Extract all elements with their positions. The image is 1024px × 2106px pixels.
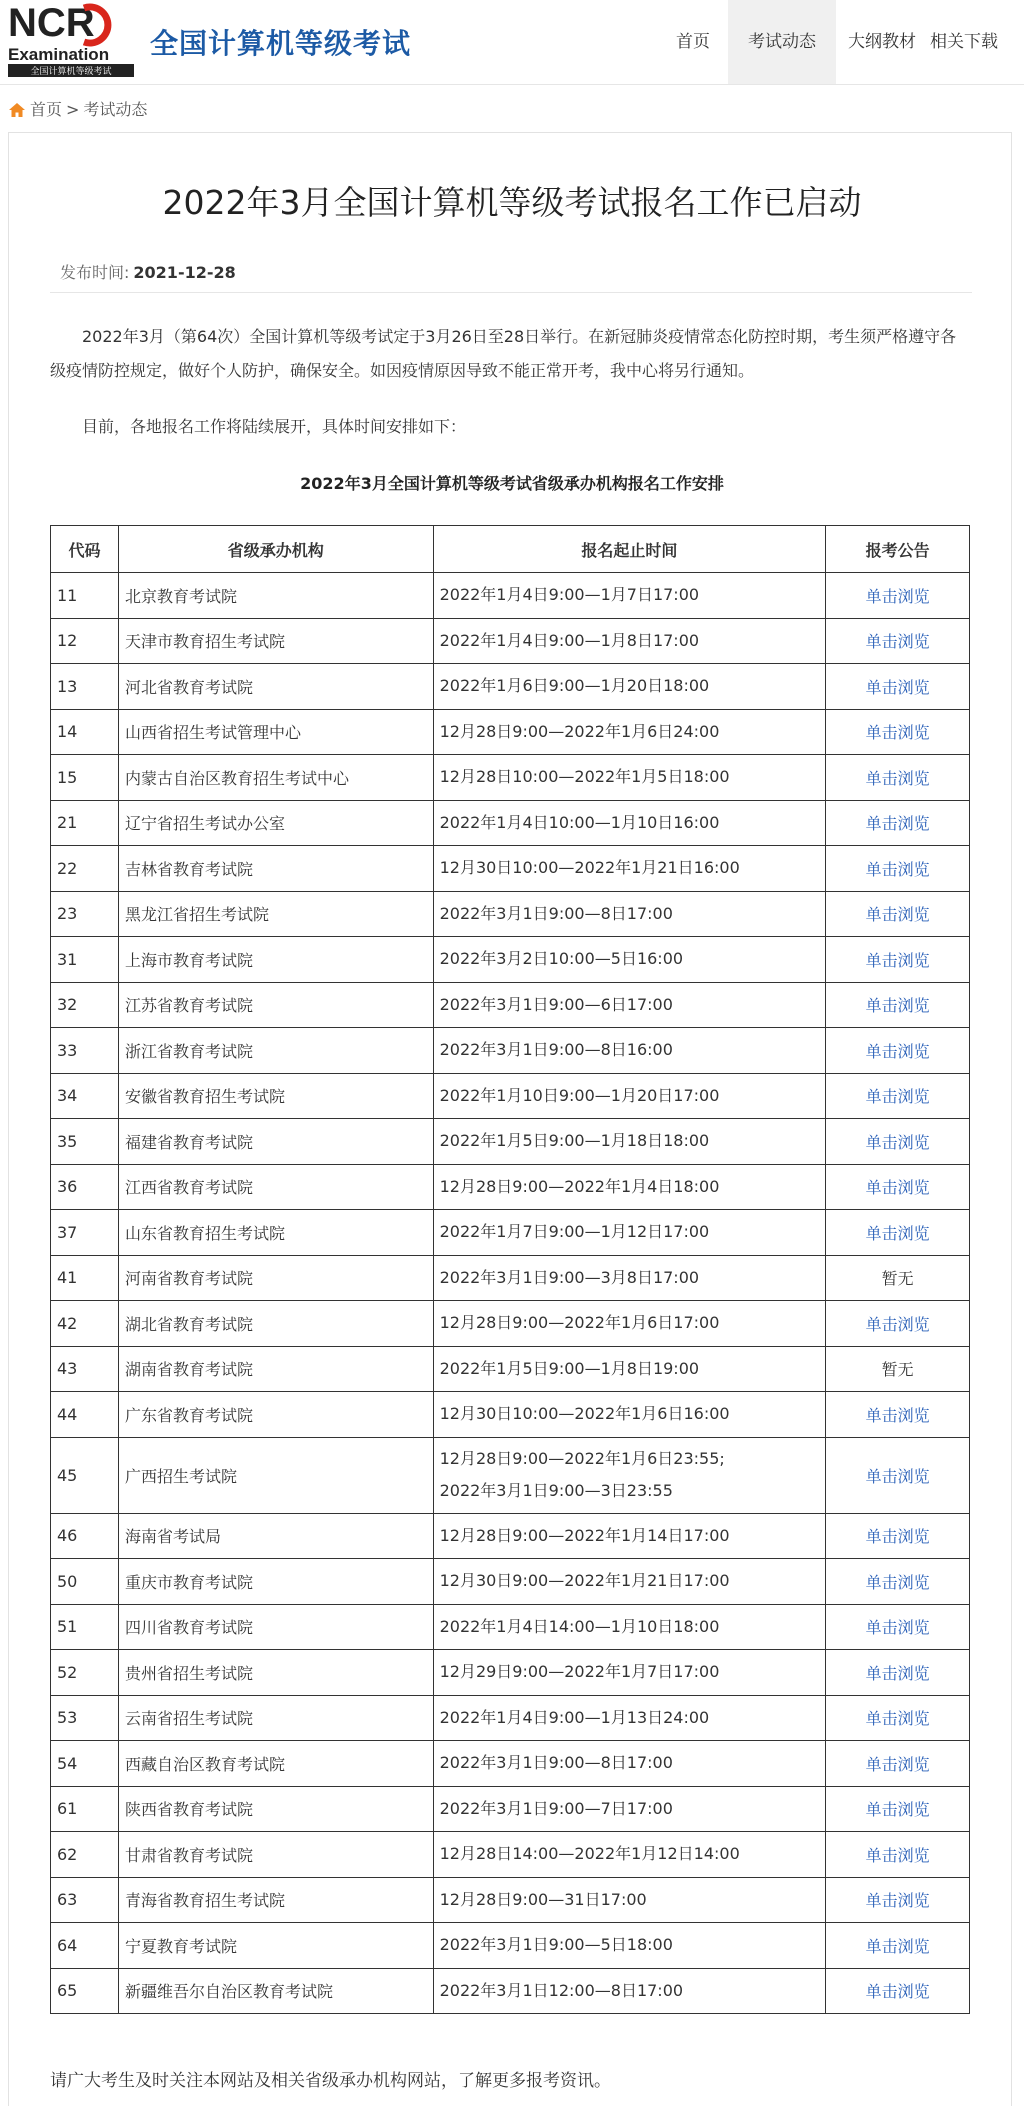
table-row xyxy=(51,1923,970,1969)
table-row xyxy=(51,1437,970,1513)
row-org: 云南省招生考试院 xyxy=(118,1695,433,1741)
table-row xyxy=(51,664,970,710)
row-time: 2022年1月10日9:00—1月20日17:00 xyxy=(433,1073,826,1119)
row-time: 2022年3月1日9:00—8日17:00 xyxy=(433,891,826,937)
row-notice xyxy=(826,1923,970,1969)
nav-syllabus[interactable]: 大纲教材 xyxy=(848,32,916,52)
row-code: 63 xyxy=(51,1877,119,1923)
notice-link[interactable]: 单击浏览 xyxy=(865,723,930,743)
row-code: 51 xyxy=(51,1604,119,1650)
header-code: 代码 xyxy=(51,526,119,573)
publish-meta xyxy=(60,260,236,283)
notice-link[interactable]: 单击浏览 xyxy=(865,950,930,970)
row-time: 12月30日10:00—2022年1月6日16:00 xyxy=(433,1392,826,1438)
row-time: 12月28日9:00—2022年1月4日18:00 xyxy=(433,1164,826,1210)
table-row xyxy=(51,1832,970,1878)
table-row xyxy=(51,982,970,1028)
site-title: 全国计算机等级考试 xyxy=(150,27,412,60)
row-notice xyxy=(826,1210,970,1256)
row-org: 湖北省教育考试院 xyxy=(118,1301,433,1347)
row-time: 12月28日14:00—2022年1月12日14:00 xyxy=(433,1832,826,1878)
notice-unavailable: 暂无 xyxy=(881,1360,914,1380)
row-code: 53 xyxy=(51,1695,119,1741)
row-notice xyxy=(826,664,970,710)
row-time: 12月28日10:00—2022年1月5日18:00 xyxy=(433,755,826,801)
row-notice xyxy=(826,1786,970,1832)
row-org: 吉林省教育考试院 xyxy=(118,846,433,892)
row-code: 52 xyxy=(51,1650,119,1696)
table-row xyxy=(51,1559,970,1605)
row-time: 2022年3月2日10:00—5日16:00 xyxy=(433,937,826,983)
row-code: 35 xyxy=(51,1119,119,1165)
table-row xyxy=(51,1346,970,1392)
row-notice xyxy=(826,1513,970,1559)
table-row xyxy=(51,1164,970,1210)
table-row xyxy=(51,573,970,619)
notice-link[interactable]: 单击浏览 xyxy=(865,1709,930,1729)
row-org: 广西招生考试院 xyxy=(118,1437,433,1513)
row-org: 湖南省教育考试院 xyxy=(118,1346,433,1392)
notice-link[interactable]: 单击浏览 xyxy=(865,1223,930,1243)
notice-link[interactable]: 单击浏览 xyxy=(865,1572,930,1592)
row-time: 2022年3月1日9:00—3月8日17:00 xyxy=(433,1255,826,1301)
row-org: 贵州省招生考试院 xyxy=(118,1650,433,1696)
table-row xyxy=(51,1301,970,1347)
table-header-row xyxy=(51,526,970,573)
row-org: 河北省教育考试院 xyxy=(118,664,433,710)
row-time: 2022年3月1日12:00—8日17:00 xyxy=(433,1968,826,2014)
row-code: 46 xyxy=(51,1513,119,1559)
row-code: 14 xyxy=(51,709,119,755)
notice-link[interactable]: 单击浏览 xyxy=(865,1800,930,1820)
notice-link[interactable]: 单击浏览 xyxy=(865,1132,930,1152)
row-notice xyxy=(826,891,970,937)
row-code: 12 xyxy=(51,618,119,664)
row-org: 海南省考试局 xyxy=(118,1513,433,1559)
row-org: 陕西省教育考试院 xyxy=(118,1786,433,1832)
header-org: 省级承办机构 xyxy=(118,526,433,573)
registration-schedule-table xyxy=(50,525,970,2014)
table-row xyxy=(51,1392,970,1438)
row-code: 61 xyxy=(51,1786,119,1832)
row-time: 2022年3月1日9:00—8日16:00 xyxy=(433,1028,826,1074)
table-row xyxy=(51,846,970,892)
row-code: 23 xyxy=(51,891,119,937)
row-time: 12月28日9:00—31日17:00 xyxy=(433,1877,826,1923)
footer-note: 请广大考生及时关注本网站及相关省级承办机构网站，了解更多报考资讯。 xyxy=(50,2071,611,2091)
notice-unavailable: 暂无 xyxy=(881,1269,914,1289)
row-time: 2022年1月4日14:00—1月10日18:00 xyxy=(433,1604,826,1650)
row-notice xyxy=(826,1346,970,1392)
notice-link[interactable]: 单击浏览 xyxy=(865,996,930,1016)
header-time: 报名起止时间 xyxy=(433,526,826,573)
row-org: 安徽省教育招生考试院 xyxy=(118,1073,433,1119)
row-notice xyxy=(826,618,970,664)
row-code: 22 xyxy=(51,846,119,892)
logo-sub-text: 全国计算机等级考试 xyxy=(30,67,112,77)
row-org: 四川省教育考试院 xyxy=(118,1604,433,1650)
row-time: 2022年1月4日9:00—1月7日17:00 xyxy=(433,573,826,619)
row-time: 2022年3月1日9:00—5日18:00 xyxy=(433,1923,826,1969)
notice-link[interactable]: 单击浏览 xyxy=(865,1466,930,1486)
logo-name-text: Examination xyxy=(8,45,110,64)
row-org: 北京教育考试院 xyxy=(118,573,433,619)
row-notice xyxy=(826,1301,970,1347)
row-code: 36 xyxy=(51,1164,119,1210)
row-org: 山西省招生考试管理中心 xyxy=(118,709,433,755)
row-time: 12月28日9:00—2022年1月6日24:00 xyxy=(433,709,826,755)
notice-link[interactable]: 单击浏览 xyxy=(865,1527,930,1547)
notice-link[interactable]: 单击浏览 xyxy=(865,586,930,606)
notice-link[interactable]: 单击浏览 xyxy=(865,1982,930,2002)
nav-home[interactable]: 首页 xyxy=(676,32,710,52)
row-org: 辽宁省招生考试办公室 xyxy=(118,800,433,846)
table-row xyxy=(51,1073,970,1119)
row-notice xyxy=(826,709,970,755)
schedule-intro-paragraph: 目前，各地报名工作将陆续展开，具体时间安排如下： xyxy=(82,417,467,436)
row-code: 34 xyxy=(51,1073,119,1119)
table-row xyxy=(51,1604,970,1650)
row-code: 13 xyxy=(51,664,119,710)
row-time: 2022年3月1日9:00—6日17:00 xyxy=(433,982,826,1028)
title-divider xyxy=(50,292,972,293)
row-org: 江西省教育考试院 xyxy=(118,1164,433,1210)
row-time: 2022年1月4日9:00—1月8日17:00 xyxy=(433,618,826,664)
publish-date: 2021-12-28 xyxy=(133,263,236,282)
notice-link[interactable]: 单击浏览 xyxy=(865,1041,930,1061)
notice-link[interactable]: 单击浏览 xyxy=(865,1891,930,1911)
table-row xyxy=(51,937,970,983)
home-icon xyxy=(8,102,26,118)
row-time xyxy=(433,1437,826,1513)
table-row xyxy=(51,1786,970,1832)
row-org: 青海省教育招生考试院 xyxy=(118,1877,433,1923)
row-time: 2022年1月5日9:00—1月8日19:00 xyxy=(433,1346,826,1392)
row-notice xyxy=(826,1968,970,2014)
row-time: 12月28日9:00—2022年1月14日17:00 xyxy=(433,1513,826,1559)
row-org: 天津市教育招生考试院 xyxy=(118,618,433,664)
row-notice xyxy=(826,1877,970,1923)
row-code: 32 xyxy=(51,982,119,1028)
row-org: 江苏省教育考试院 xyxy=(118,982,433,1028)
row-code: 33 xyxy=(51,1028,119,1074)
table-caption: 2022年3月全国计算机等级考试省级承办机构报名工作安排 xyxy=(300,474,724,493)
notice-link[interactable]: 单击浏览 xyxy=(865,1663,930,1683)
notice-link[interactable]: 单击浏览 xyxy=(865,1087,930,1107)
row-notice xyxy=(826,937,970,983)
row-org: 黑龙江省招生考试院 xyxy=(118,891,433,937)
row-org: 福建省教育考试院 xyxy=(118,1119,433,1165)
row-code: 65 xyxy=(51,1968,119,2014)
row-code: 45 xyxy=(51,1437,119,1513)
row-notice xyxy=(826,982,970,1028)
breadcrumb xyxy=(8,96,147,124)
row-org: 重庆市教育考试院 xyxy=(118,1559,433,1605)
table-row xyxy=(51,1513,970,1559)
ncre-logo[interactable] xyxy=(6,2,141,78)
table-body xyxy=(51,573,970,2014)
table-row xyxy=(51,1255,970,1301)
article-title: 2022年3月全国计算机等级考试报名工作已启动 xyxy=(162,183,862,222)
publish-label: 发布时间: xyxy=(60,263,130,282)
table-row xyxy=(51,891,970,937)
notice-link[interactable]: 单击浏览 xyxy=(865,1936,930,1956)
row-notice xyxy=(826,1028,970,1074)
row-time: 12月30日10:00—2022年1月21日16:00 xyxy=(433,846,826,892)
notice-link[interactable]: 单击浏览 xyxy=(865,859,930,879)
table-row xyxy=(51,1741,970,1787)
notice-link[interactable]: 单击浏览 xyxy=(865,677,930,697)
row-notice xyxy=(826,755,970,801)
row-org: 河南省教育考试院 xyxy=(118,1255,433,1301)
row-time: 2022年3月1日9:00—7日17:00 xyxy=(433,1786,826,1832)
notice-link[interactable]: 单击浏览 xyxy=(865,1845,930,1865)
row-org: 浙江省教育考试院 xyxy=(118,1028,433,1074)
notice-link[interactable]: 单击浏览 xyxy=(865,1314,930,1334)
row-time: 2022年1月4日10:00—1月10日16:00 xyxy=(433,800,826,846)
row-code: 15 xyxy=(51,755,119,801)
notice-link[interactable]: 单击浏览 xyxy=(865,814,930,834)
row-code: 21 xyxy=(51,800,119,846)
table-row xyxy=(51,1968,970,2014)
row-org: 新疆维吾尔自治区教育考试院 xyxy=(118,1968,433,2014)
row-time: 2022年1月5日9:00—1月18日18:00 xyxy=(433,1119,826,1165)
row-notice xyxy=(826,1073,970,1119)
row-time: 2022年1月4日9:00—1月13日24:00 xyxy=(433,1695,826,1741)
row-code: 43 xyxy=(51,1346,119,1392)
notice-link[interactable]: 单击浏览 xyxy=(865,632,930,652)
row-code: 31 xyxy=(51,937,119,983)
row-time-line: 2022年3月1日9:00—3日23:55 xyxy=(439,1481,673,1500)
row-notice xyxy=(826,800,970,846)
table-row xyxy=(51,709,970,755)
row-code: 44 xyxy=(51,1392,119,1438)
row-notice xyxy=(826,573,970,619)
row-notice xyxy=(826,1255,970,1301)
nav-downloads[interactable]: 相关下载 xyxy=(930,32,998,52)
row-notice xyxy=(826,1741,970,1787)
row-time-line: 12月28日9:00—2022年1月6日23:55; xyxy=(439,1449,725,1468)
notice-link[interactable]: 单击浏览 xyxy=(865,1405,930,1425)
table-row xyxy=(51,1210,970,1256)
row-notice xyxy=(826,1119,970,1165)
row-code: 50 xyxy=(51,1559,119,1605)
table-row xyxy=(51,755,970,801)
row-org: 宁夏教育考试院 xyxy=(118,1923,433,1969)
header-notice: 报考公告 xyxy=(826,526,970,573)
logo-ncr-text: NCR xyxy=(8,2,95,45)
row-code: 41 xyxy=(51,1255,119,1301)
row-org: 内蒙古自治区教育招生考试中心 xyxy=(118,755,433,801)
row-time: 12月30日9:00—2022年1月21日17:00 xyxy=(433,1559,826,1605)
row-org: 西藏自治区教育考试院 xyxy=(118,1741,433,1787)
row-time: 12月28日9:00—2022年1月6日17:00 xyxy=(433,1301,826,1347)
row-code: 42 xyxy=(51,1301,119,1347)
row-time: 12月29日9:00—2022年1月7日17:00 xyxy=(433,1650,826,1696)
row-code: 37 xyxy=(51,1210,119,1256)
table-row xyxy=(51,1028,970,1074)
row-time: 2022年1月7日9:00—1月12日17:00 xyxy=(433,1210,826,1256)
row-notice xyxy=(826,1164,970,1210)
row-notice xyxy=(826,846,970,892)
row-notice xyxy=(826,1695,970,1741)
row-org: 广东省教育考试院 xyxy=(118,1392,433,1438)
table-row xyxy=(51,1877,970,1923)
row-notice xyxy=(826,1559,970,1605)
row-time: 2022年1月6日9:00—1月20日18:00 xyxy=(433,664,826,710)
row-code: 64 xyxy=(51,1923,119,1969)
intro-paragraph: 2022年3月（第64次）全国计算机等级考试定于3月26日至28日举行。在新冠肺炎疫情常态化防控时期，考生须严格遵守各级疫情防控规定，做好个人防护，确保安全。如因疫情原因导致不能正常开考，我中心将另行通知。 xyxy=(50,327,957,380)
row-notice xyxy=(826,1832,970,1878)
row-notice xyxy=(826,1604,970,1650)
row-time: 2022年3月1日9:00—8日17:00 xyxy=(433,1741,826,1787)
notice-link[interactable]: 单击浏览 xyxy=(865,768,930,788)
breadcrumb-current[interactable]: 考试动态 xyxy=(83,100,148,119)
row-notice xyxy=(826,1437,970,1513)
row-org: 上海市教育考试院 xyxy=(118,937,433,983)
nav-exam-news[interactable]: 考试动态 xyxy=(728,0,836,84)
table-row xyxy=(51,1650,970,1696)
table-row xyxy=(51,618,970,664)
notice-link[interactable]: 单击浏览 xyxy=(865,1618,930,1638)
table-row xyxy=(51,1695,970,1741)
row-code: 54 xyxy=(51,1741,119,1787)
main-nav xyxy=(636,0,1024,84)
row-org: 甘肃省教育考试院 xyxy=(118,1832,433,1878)
row-org: 山东省教育招生考试院 xyxy=(118,1210,433,1256)
row-code: 11 xyxy=(51,573,119,619)
site-header xyxy=(0,0,1024,85)
notice-link[interactable]: 单击浏览 xyxy=(865,1178,930,1198)
row-notice xyxy=(826,1650,970,1696)
notice-link[interactable]: 单击浏览 xyxy=(865,1754,930,1774)
breadcrumb-separator: > xyxy=(66,100,80,119)
breadcrumb-home[interactable]: 首页 xyxy=(30,100,63,119)
row-code: 62 xyxy=(51,1832,119,1878)
notice-link[interactable]: 单击浏览 xyxy=(865,905,930,925)
table-row xyxy=(51,800,970,846)
row-notice xyxy=(826,1392,970,1438)
table-row xyxy=(51,1119,970,1165)
